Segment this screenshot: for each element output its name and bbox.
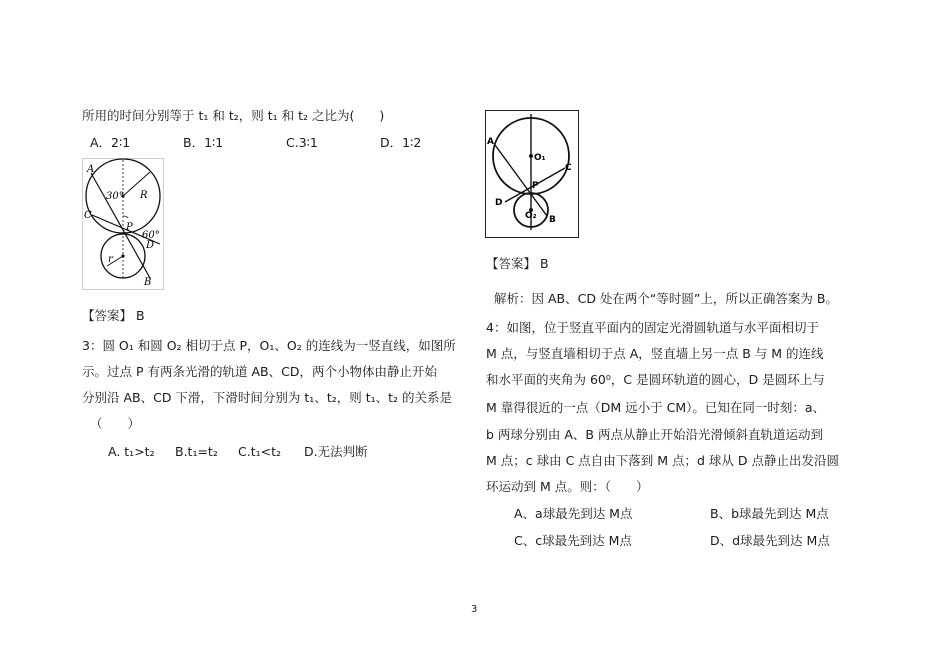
q4-line-1: 4：如图，位于竖直平面内的固定光滑圆轨道与水平面相切于: [486, 320, 819, 335]
label-angle-60: 60°: [142, 230, 160, 241]
label-r-big: R: [140, 190, 148, 201]
label-angle-30: 30°: [106, 191, 124, 202]
q3-line-3: 分别沿 AB、CD 下滑，下滑时间分别为 t₁、t₂，则 t₁、t₂ 的关系是: [82, 390, 452, 405]
label-p: P: [126, 222, 133, 233]
q4-line-6: M 点；c 球由 C 点自由下落到 M 点；d 球从 D 点静止出发沿圆: [486, 453, 839, 468]
q3-line-1: 3：圆 O₁ 和圆 O₂ 相切于点 P，O₁、O₂ 的连线为一竖直线，如图所: [82, 338, 456, 353]
label-o1: O₁: [534, 153, 546, 163]
figure-tangent-circles-2: [485, 110, 579, 238]
q4-line-3: 和水平面的夹角为 60⁰，C 是圆环轨道的圆心，D 是圆环上与: [486, 372, 825, 387]
option-d: D．1∶2: [380, 135, 422, 150]
q3-option-a: A. t₁>t₂: [108, 444, 155, 459]
option-b: B．1∶1: [183, 135, 224, 150]
page-number: 3: [471, 604, 478, 615]
figure-two-circles: [82, 158, 164, 290]
q4-option-c: C、c球最先到达 M点: [514, 533, 632, 548]
q3-line-2: 示。过点 P 有两条光滑的轨道 AB、CD，两个小物体由静止开始: [82, 364, 437, 379]
q4-option-a: A、a球最先到达 M点: [514, 506, 633, 521]
option-c: C.3∶1: [286, 135, 318, 150]
label-b: B: [144, 277, 152, 288]
q4-line-7: 环运动到 M 点。则：（ ）: [486, 479, 649, 494]
label-c: C: [84, 210, 92, 221]
label-c-2: C: [565, 163, 572, 173]
label-d: D: [146, 240, 155, 251]
analysis: 解析：因 AB、CD 处在两个“等时圆”上，所以正确答案为 B。: [494, 291, 838, 306]
q3-option-b: B.t₁=t₂: [175, 444, 218, 459]
label-b-2: B: [549, 215, 556, 225]
q4-option-d: D、d球最先到达 M点: [710, 533, 830, 548]
label-r-small: r: [108, 254, 113, 265]
label-a-2: A: [487, 137, 494, 147]
label-p-2: P: [532, 181, 539, 191]
answer-1: 【答案】 B: [82, 308, 145, 323]
q4-line-5: b 两球分别由 A、B 两点从静止开始沿光滑倾斜直轨道运动到: [486, 427, 823, 442]
q3-option-d: D.无法判断: [304, 444, 368, 459]
label-o2: O₂: [525, 211, 537, 221]
q4-line-4: M 靠得很近的一点（DM 远小于 CM）。已知在同一时刻：a、: [486, 400, 826, 415]
q4-option-b: B、b球最先到达 M点: [710, 506, 829, 521]
question-tail: 所用的时间分别等于 t₁ 和 t₂，则 t₁ 和 t₂ 之比为( ): [82, 108, 385, 123]
q3-option-c: C.t₁<t₂: [238, 444, 281, 459]
answer-2: 【答案】 B: [486, 256, 549, 271]
q4-line-2: M 点，与竖直墙相切于点 A，竖直墙上另一点 B 与 M 的连线: [486, 346, 824, 361]
option-a: A．2∶1: [90, 135, 131, 150]
q3-line-4: （ ）: [90, 416, 141, 431]
label-a: A: [87, 164, 95, 175]
label-d-2: D: [495, 198, 503, 208]
